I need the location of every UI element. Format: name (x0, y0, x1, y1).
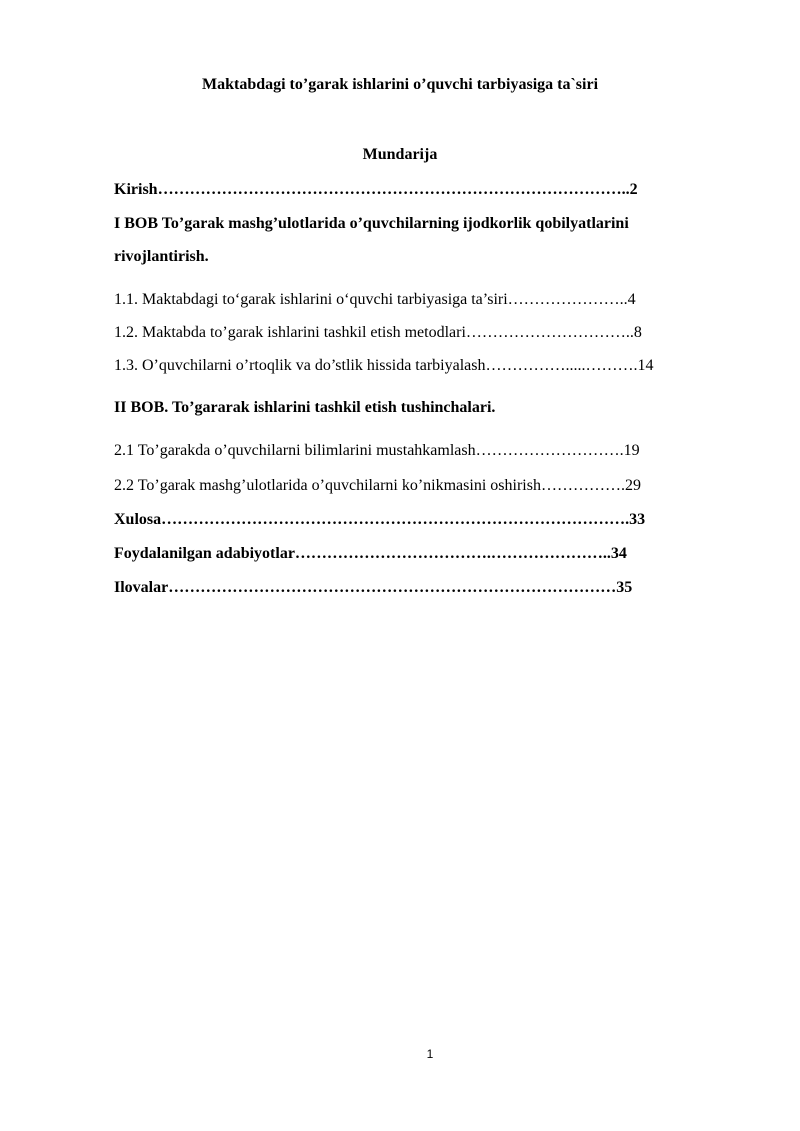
toc-entry-appendices: Ilovalar…………………………………………………………………………35 (114, 579, 633, 596)
toc-section-2-1: 2.1 To’garakda o’quvchilarni bilimlarini mustahkamlash……………………….19 (114, 442, 640, 459)
toc-section-1-3: 1.3. O’quvchilarni o’rtoqlik va do’stlik hissida tarbiyalash…………….....……….14 (114, 357, 654, 374)
toc-chapter-1-heading-continued: rivojlantirish. (114, 248, 209, 265)
toc-entry-introduction: Kirish……………………………………………………………………………..2 (114, 181, 638, 198)
toc-section-1-2: 1.2. Maktabda to’garak ishlarini tashkil etish metodlari…………………………..8 (114, 324, 642, 341)
toc-entry-bibliography: Foydalanilgan adabiyotlar……………………………….…………………..34 (114, 545, 627, 562)
toc-chapter-2-heading: II BOB. To’gararak ishlarini tashkil etish tushinchalari. (114, 399, 496, 416)
contents-heading: Mundarija (362, 146, 438, 163)
page-number: 1 (426, 1047, 434, 1061)
document-title: Maktabdagi to’garak ishlarini o’quvchi tarbiyasiga ta`siri (201, 76, 599, 93)
toc-entry-conclusion: Xulosa…………………………………………………………………………….33 (114, 511, 646, 528)
toc-section-1-1: 1.1. Maktabdagi toʻgarak ishlarini oʻquvchi tarbiyasiga ta’siri…………………..4 (114, 291, 636, 308)
toc-section-2-2: 2.2 To’garak mashg’ulotlarida o’quvchilarni ko’nikmasini oshirish…………….29 (114, 477, 641, 494)
toc-chapter-1-heading: I BOB To’garak mashg’ulotlarida o’quvchilarning ijodkorlik qobilyatlarini (114, 215, 629, 232)
